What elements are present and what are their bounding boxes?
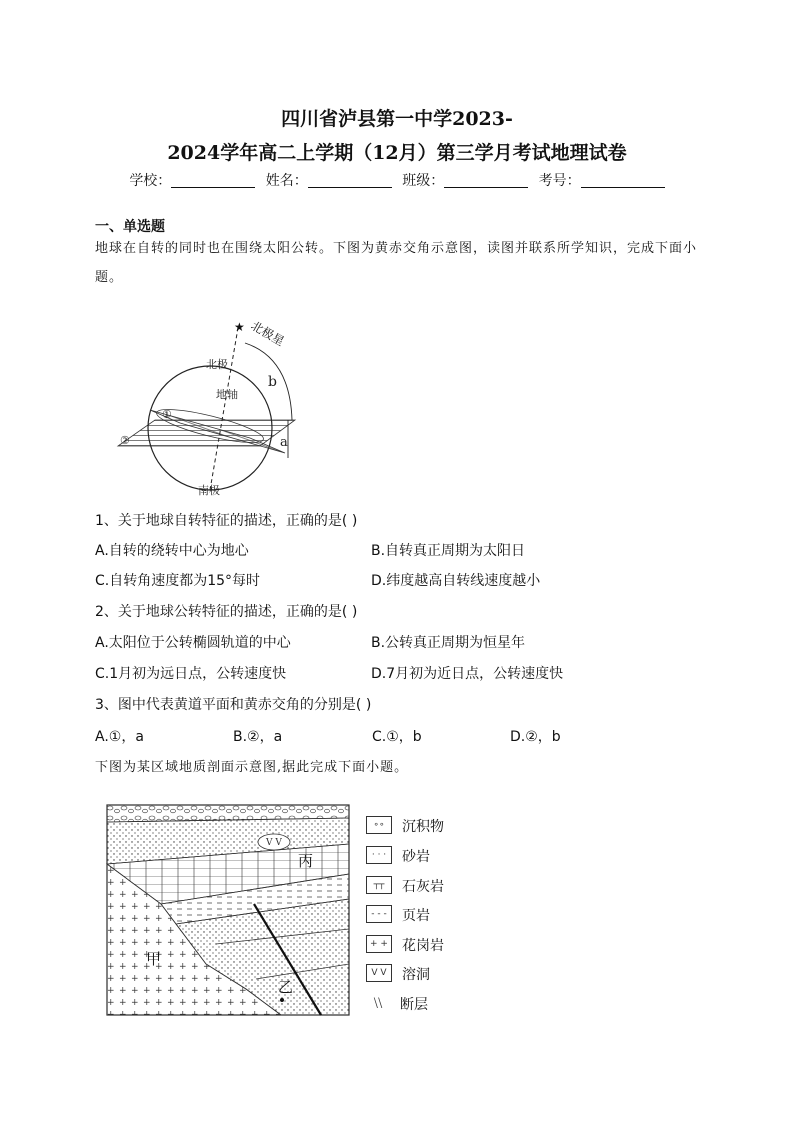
label-axis: 地轴	[216, 388, 238, 401]
name-field: 姓名：	[266, 170, 392, 190]
q3-option-c[interactable]: C.①，b	[372, 729, 422, 745]
q2-option-c[interactable]: C.1月初为远日点，公转速度快	[95, 666, 287, 682]
polaris-star-icon: ★	[234, 320, 245, 334]
legend-limestone: ┬┬ 石灰岩	[366, 876, 444, 898]
q3-option-a[interactable]: A.①，a	[95, 729, 144, 745]
q1-option-a[interactable]: A.自转的绕转中心为地心	[95, 543, 249, 559]
student-info-fields	[0, 170, 794, 190]
legend-cave: V V 溶洞	[366, 964, 430, 986]
sandstone-swatch-icon: · · ·	[366, 846, 392, 864]
q1-option-b[interactable]: B.自转真正周期为太阳日	[371, 543, 526, 559]
q3-option-b[interactable]: B.②，a	[233, 729, 283, 745]
q1-option-c[interactable]: C.自转角速度都为15°每时	[95, 573, 261, 589]
legend-granite: + + 花岗岩	[366, 935, 444, 957]
exam-number-blank[interactable]	[581, 173, 665, 188]
shale-swatch-icon: - - -	[366, 905, 392, 923]
intro-paragraph-1: 地球在自转的同时也在围绕太阳公转。下图为黄赤交角示意图，读图并联系所学知识，完成下面小题。	[95, 241, 698, 285]
legend-shale: - - - 页岩	[366, 905, 430, 927]
legend-sediment: ∘∘ 沉积物	[366, 816, 444, 838]
q2-option-a[interactable]: A.太阳位于公转椭圆轨道的中心	[95, 635, 291, 651]
class-blank[interactable]	[444, 173, 528, 188]
svg-text:V V: V V	[266, 838, 282, 848]
label-north-pole: 北极	[206, 358, 228, 371]
school-blank[interactable]	[171, 173, 255, 188]
q3-option-d[interactable]: D.②，b	[510, 729, 561, 745]
intro-paragraph-2: 下图为某区域地质剖面示意图,据此完成下面小题。	[95, 760, 409, 775]
label-south-pole: 南极	[198, 484, 220, 497]
sediment-swatch-icon: ∘∘	[366, 816, 392, 834]
earth-axis	[210, 328, 238, 490]
q2-option-d[interactable]: D.7月初为近日点，公转速度快	[371, 666, 564, 682]
ecliptic-plane	[118, 420, 295, 446]
exam-number-field: 考号：	[539, 170, 665, 190]
exam-title-line2: 2024学年高二上学期（12月）第三学月考试地理试卷	[167, 142, 627, 164]
name-blank[interactable]	[308, 173, 392, 188]
fault-swatch-icon: ⧵⧵	[366, 996, 390, 1012]
question-2-stem: 2、关于地球公转特征的描述，正确的是( )	[95, 604, 358, 620]
q1-option-d[interactable]: D.纬度越高自转线速度越小	[371, 573, 541, 589]
limestone-swatch-icon: ┬┬	[366, 876, 392, 894]
school-field: 学校：	[129, 170, 255, 190]
obliquity-diagram	[110, 298, 340, 498]
label-polaris: 北极星	[248, 318, 287, 349]
cave-swatch-icon: V V	[366, 964, 392, 982]
legend-sandstone: · · · 砂岩	[366, 846, 430, 868]
label-jia: 甲	[146, 950, 162, 968]
question-1-stem: 1、关于地球自转特征的描述，正确的是( )	[95, 513, 358, 529]
question-3-stem: 3、图中代表黄道平面和黄赤交角的分别是( )	[95, 697, 372, 713]
label-plane-2: ②	[120, 434, 130, 447]
geologic-section-diagram	[106, 804, 350, 1016]
label-plane-1: ①	[162, 408, 172, 421]
q2-option-b[interactable]: B.公转真正周期为恒星年	[371, 635, 526, 651]
section-heading: 一、单选题	[95, 219, 165, 235]
label-bing: 丙	[298, 852, 314, 870]
label-yi: 乙	[278, 978, 294, 996]
granite-swatch-icon: + +	[366, 935, 392, 953]
label-b: b	[268, 374, 277, 390]
label-a: a	[280, 435, 288, 450]
class-field: 班级：	[402, 170, 528, 190]
exam-title-line1: 四川省泸县第一中学2023-	[281, 108, 513, 130]
legend-fault: ⧵⧵ 断层	[366, 994, 428, 1016]
